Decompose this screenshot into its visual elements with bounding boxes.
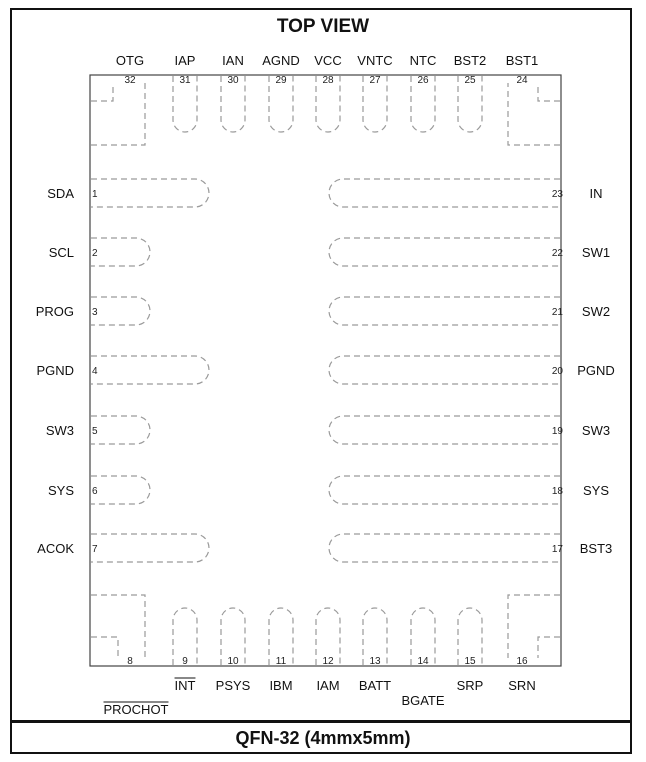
pin-label-srp: SRP <box>456 678 484 693</box>
pin-number-26: 26 <box>417 75 429 86</box>
pin-number-18: 18 <box>551 486 563 497</box>
pin-number-1: 1 <box>92 189 98 200</box>
pin-label-sw2: SW2 <box>581 304 611 319</box>
pin-label-iam: IAM <box>316 678 340 693</box>
pin-number-5: 5 <box>92 426 98 437</box>
package-label: QFN-32 (4mmx5mm) <box>235 728 411 748</box>
package-body <box>90 75 561 666</box>
pin-label-sw1: SW1 <box>581 245 611 260</box>
corner-pad-top-right <box>508 83 560 145</box>
pin-label-vcc: VCC <box>314 53 342 68</box>
corner-tick-bottom-left <box>91 637 118 658</box>
pin-number-8: 8 <box>127 656 133 667</box>
diagram-title: TOP VIEW <box>276 16 370 37</box>
pin-label-ntc: NTC <box>409 53 437 68</box>
pin-number-7: 7 <box>92 544 98 555</box>
pin-label-ian: IAN <box>222 53 244 68</box>
pin-label-bst2: BST2 <box>453 53 487 68</box>
pad-pin-6 <box>91 476 150 504</box>
pin-label-scl: SCL <box>48 245 74 260</box>
pin-number-20: 20 <box>551 366 563 377</box>
pin-label-pgnd: PGND <box>36 363 74 378</box>
pad-pin-19 <box>329 416 560 444</box>
corner-tick-bottom-right <box>538 637 560 658</box>
pin-label-vntc: VNTC <box>357 53 393 68</box>
pad-pin-21 <box>329 297 560 325</box>
pin-label-sda: SDA <box>47 186 74 201</box>
pad-pin-4 <box>91 356 209 384</box>
pin-number-21: 21 <box>551 307 563 318</box>
corner-pad-bottom-left <box>91 595 145 658</box>
corner-pad-bottom-right <box>508 595 560 658</box>
pin-number-6: 6 <box>92 486 98 497</box>
pad-pin-20 <box>329 356 560 384</box>
pin-label-prochot: PROCHOT <box>103 702 169 717</box>
pin-number-13: 13 <box>369 656 381 667</box>
pin-label-bgate: BGATE <box>401 693 445 708</box>
pin-label-prog: PROG <box>35 304 74 319</box>
pin-label-sw3: SW3 <box>581 423 611 438</box>
pin-label-int: INT <box>174 678 196 693</box>
corner-pad-top-left <box>91 83 145 145</box>
pin-label-bst3: BST3 <box>579 541 613 556</box>
pin-number-29: 29 <box>275 75 287 86</box>
pin-number-15: 15 <box>464 656 476 667</box>
pin-label-acok: ACOK <box>37 541 74 556</box>
pin-label-otg: OTG <box>115 53 145 68</box>
pad-pin-3 <box>91 297 150 325</box>
pin-label-in: IN <box>589 186 603 201</box>
pad-pin-1 <box>91 179 209 207</box>
pin-label-sys: SYS <box>47 483 74 498</box>
pin-number-25: 25 <box>464 75 476 86</box>
pin-number-32: 32 <box>124 75 136 86</box>
pin-number-9: 9 <box>182 656 188 667</box>
pin-number-31: 31 <box>179 75 191 86</box>
corner-tick-top-left <box>91 83 113 101</box>
pin-label-srn: SRN <box>508 678 536 693</box>
pin-number-30: 30 <box>227 75 239 86</box>
pin-number-10: 10 <box>227 656 239 667</box>
pin-number-27: 27 <box>369 75 381 86</box>
pin-number-2: 2 <box>92 248 98 259</box>
pin-label-sys: SYS <box>582 483 610 498</box>
pin-label-sw3: SW3 <box>45 423 74 438</box>
pad-pin-18 <box>329 476 560 504</box>
pin-label-ibm: IBM <box>269 678 293 693</box>
pad-pin-22 <box>329 238 560 266</box>
pin-label-bst1: BST1 <box>505 53 539 68</box>
corner-tick-top-right <box>538 83 560 101</box>
pin-number-11: 11 <box>275 656 287 667</box>
pin-label-batt: BATT <box>358 678 392 693</box>
pin-number-16: 16 <box>516 656 528 667</box>
pin-number-14: 14 <box>417 656 429 667</box>
pin-number-22: 22 <box>551 248 563 259</box>
pin-number-4: 4 <box>92 366 98 377</box>
pin-number-28: 28 <box>322 75 334 86</box>
pin-number-3: 3 <box>92 307 98 318</box>
pad-pin-5 <box>91 416 150 444</box>
pin-number-12: 12 <box>322 656 334 667</box>
pad-pin-7 <box>91 534 209 562</box>
pad-pin-23 <box>329 179 560 207</box>
pin-label-agnd: AGND <box>262 53 300 68</box>
pad-pin-17 <box>329 534 560 562</box>
pin-number-23: 23 <box>551 189 563 200</box>
pin-number-17: 17 <box>551 544 563 555</box>
pin-label-iap: IAP <box>174 53 196 68</box>
pin-number-24: 24 <box>516 75 528 86</box>
pad-pin-2 <box>91 238 150 266</box>
pin-label-pgnd: PGND <box>577 363 615 378</box>
pin-number-19: 19 <box>551 426 563 437</box>
pin-label-psys: PSYS <box>215 678 251 693</box>
